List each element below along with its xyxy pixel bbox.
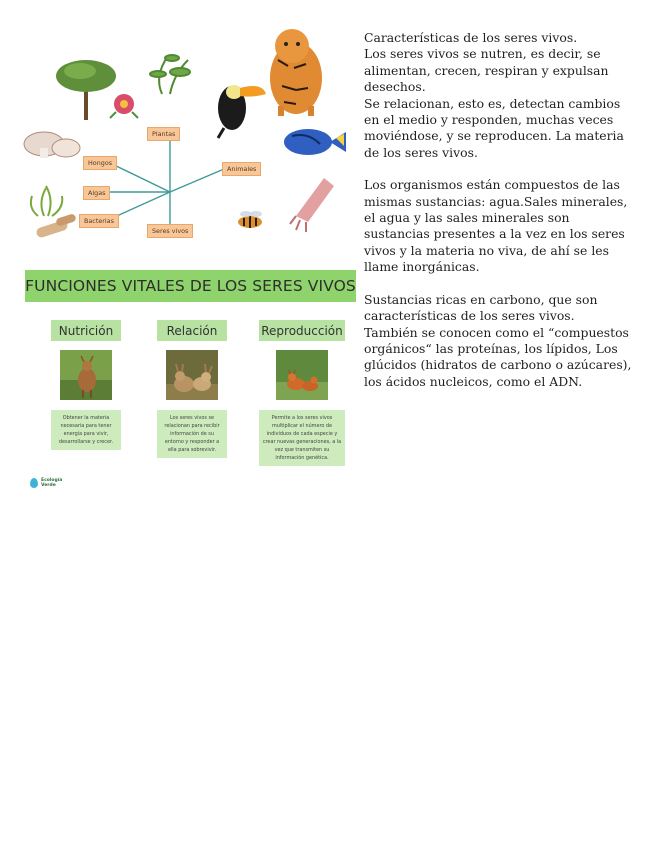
label-animales: Animales xyxy=(222,162,261,176)
article-paragraph: Sustancias ricas en carbono, que son características de los seres vivos. xyxy=(364,291,598,324)
fern-icon xyxy=(150,55,190,94)
article-paragraph: Los organismos están compuestos de las mismas sustancias: agua.Sales minerales, el agua y las sales minerales son sustancias presentes a la vez en los seres vivos y la materia no viva, de ahí se les llame inorgánicas. xyxy=(364,177,628,275)
flower-icon xyxy=(110,94,138,118)
article-heading: Características de los seres vivos. xyxy=(364,30,578,45)
label-seres-vivos: Seres vivos xyxy=(147,224,193,238)
tree-icon xyxy=(56,60,116,120)
label-hongos: Hongos xyxy=(83,156,117,170)
card-reproduccion xyxy=(259,320,345,466)
infographic-title: FUNCIONES VITALES DE LOS SERES VIVOS xyxy=(25,270,356,302)
article-paragraph: También se conocen como el “compuestos orgánicos“ las proteínas, los lípidos, Los glúcidos (hidratos de carbono o azúcares), los ácidos nucleicos, como el ADN. xyxy=(364,324,632,389)
card-nutricion xyxy=(51,320,121,450)
diagram-graphics xyxy=(20,16,360,244)
fish-icon xyxy=(284,129,346,155)
logo-line-1: Ecología xyxy=(41,478,63,483)
logo-text xyxy=(41,478,62,488)
rabbits-photo-icon xyxy=(166,350,218,400)
ecologia-verde-logo xyxy=(30,478,62,488)
mushroom-icon xyxy=(24,132,80,158)
card-relacion xyxy=(157,320,227,458)
toucan-icon xyxy=(218,85,266,138)
deer-photo-icon xyxy=(60,350,112,400)
label-bacterias: Bacterias xyxy=(79,214,119,228)
bacteria-icon xyxy=(35,213,77,239)
card-description: Obtener la materia necesaria para tener energía para vivir, desarrollarse y crecer. xyxy=(51,410,121,450)
logo-line-2: Verde xyxy=(41,483,56,488)
label-algas: Algas xyxy=(83,186,110,200)
vital-functions-panel xyxy=(25,302,356,498)
bee-icon xyxy=(238,211,262,228)
article-paragraph: Se relacionan, esto es, detectan cambios en el medio y responden, muchas veces moviéndose, y se reproducen. La materia de los seres vivos. xyxy=(364,95,624,160)
diagram-connectors xyxy=(108,140,224,224)
squid-icon xyxy=(290,178,334,232)
card-title: Relación xyxy=(157,320,227,341)
foxes-photo-icon xyxy=(276,350,328,400)
drop-icon xyxy=(30,478,38,488)
card-description: Permite a los seres vivos multiplicar el número de individuos de cada especie y crear nuevas generaciones, a la vez que transmiten su información genética. xyxy=(259,410,345,466)
tiger-icon xyxy=(270,29,322,116)
article-paragraph: Los seres vivos se nutren, es decir, se alimentan, crecen, respiran y expulsan desechos. xyxy=(364,46,609,95)
card-description: Los seres vivos se relacionan para recibir información de su entorno y responder a ella para sobrevivir. xyxy=(157,410,227,458)
label-plantas: Plantas xyxy=(147,127,180,141)
living-beings-diagram xyxy=(20,16,360,244)
card-title: Reproducción xyxy=(259,320,345,341)
algae-icon xyxy=(31,186,62,216)
card-title: Nutrición xyxy=(51,320,121,341)
article-text xyxy=(364,30,632,390)
